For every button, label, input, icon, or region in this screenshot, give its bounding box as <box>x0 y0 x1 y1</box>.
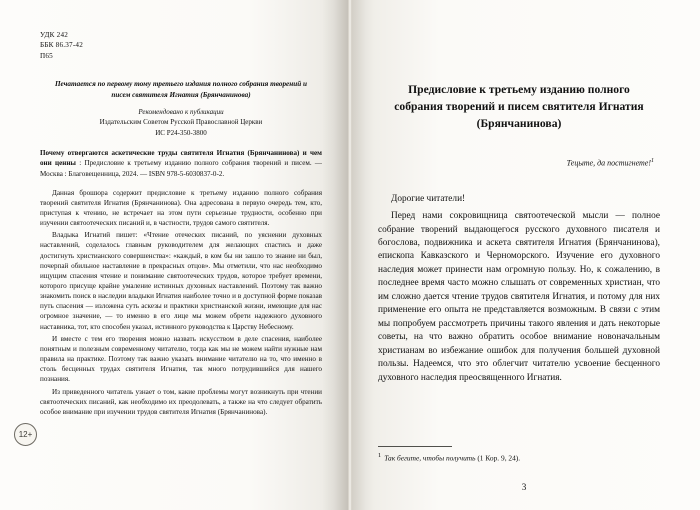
page-number: 3 <box>521 482 527 492</box>
epigraph-footnote-marker: 1 <box>651 158 654 165</box>
footnote-rule <box>378 446 452 447</box>
footnote-reference: (1 Кор. 9, 24). <box>475 453 521 463</box>
footnote-text <box>378 452 660 464</box>
library-codes <box>40 30 322 61</box>
biblio-rest: : Предисловие к третьему изданию полного собрания творений и писем. — Москва : Благовещенница, 2024. — ISBN 978-5-6030837-0-2. <box>40 159 322 178</box>
footnote-marker: 1 <box>378 452 382 460</box>
imprint-note: Печатается по первому тому третьего издания полного собрания творений и писем святителя Игнатия (Брянчанинова) <box>54 80 308 100</box>
epigraph-text: Тецыте, да постигнете! <box>566 159 651 169</box>
left-page <box>0 0 348 510</box>
left-paragraph-4: Из приведенного читатель узнает о том, какие проблемы могут возникнуть при чтении святоотеческих писаний, как необходимо их преодолевать, а также на что следует обратить особое внимание при изучении трудов святителя Игнатия (Брянчанинова). <box>40 387 322 416</box>
biblio-title: Почему отвергаются аскетические труды святителя Игнатия (Брянчанинова) и чем они ценны <box>40 149 322 168</box>
epigraph <box>378 158 654 168</box>
imprint-code: ИС Р24-350-3800 <box>155 128 207 137</box>
age-rating-badge: 12+ <box>14 423 37 446</box>
bbk-code: ББК 86.37-42 <box>40 41 83 50</box>
page-title: Предисловие к третьему изданию полного собрания творений и писем святителя Игнатия (Брянчанинова) <box>394 83 644 130</box>
imprint-block <box>50 79 312 138</box>
left-page-gutter-shadow <box>322 0 348 510</box>
footnote-italic: Так бегите, чтобы получить <box>384 453 476 463</box>
left-paragraph-3: И вместе с тем его творения можно назвать искусством в деле спасения, наиболее понятным и полезным современному читателю, тогда как мы не можем найти нужные нам правила на практике. Поэтому так важно указать внимание читателю на то, что именно в столь бесценных трудах святителя Игнатия, так много потрудившийся для нашего познания. <box>40 334 322 384</box>
salutation: Дорогие читатели! <box>391 194 466 205</box>
right-body-paragraph: Перед нами сокровищница святоотеческой мысли — полное собрание творений выдающегося русского духовного писателя и богослова, подвижника и аскета святителя Игнатия (Брянчанинова), епископа Кавказского и Черноморского. Изучение его духовного наследия может принести нам огромную пользу. Но, к сожалению, в последнее время часто можно слышать от современных христиан, что им сложно дается чтение трудов святителя Игнатия, и потому для них применение его опыта не представляется возможным. В связи с этим мы попробуем рассмотреть причины такого явления и дать некоторые советы, на что важно обратить особое внимание новоначальным христианам во избежание ошибок для получения большей духовной пользы. Надеемся, что это облегчит читателю усвоение бесценного духовного наследия преосвященного Игнатия. <box>378 211 660 383</box>
footnote-block <box>378 446 660 464</box>
left-paragraph-1: Данная брошюра содержит предисловие к третьему изданию полного собрания творений святителя Игнатия (Брянчанинова). Она адресована в первую очередь тем, кто, приступая к чтению, не встречает на этом пути серьезные трудности, особенно при изучении святоотеческих писаний и, в частности, трудов самого святителя. <box>40 188 322 228</box>
bibliographic-record <box>40 148 322 178</box>
book-gutter <box>348 0 352 510</box>
left-paragraph-2: Владыка Игнатий пишет: «Чтение отеческих писаний, по уяснении духовных наставлений, соделалось главным руководителем для желающих спастись и даже достигнуть христианского совершенства»: «каждый, в ком бы ни зашло то знание ни был, почерпай обильное наставление в прекрасных отцов». Мы отметили, что нас необходимо ищущим спасения чтение и понимание святоотеческих трудов, которое требует времени, которого присуще крайне умаление истинных духовных наставлений. Поэтому так важно знакомить поиск в наследии владыки Игнатия наиболее точно и в доступной форме показав путь спасения — изложена суть аскезы и практики христианской жизни, имеющие для нас огромное значение, — то именно в его лице мы можем обрети надежного духовного наставника, тот, кто способен указал, истинного руководства к Царству Небесному. <box>40 231 322 331</box>
udk-code: УДК 242 <box>40 31 69 39</box>
shelf-code: П65 <box>40 51 53 60</box>
right-page <box>348 0 700 510</box>
imprint-recommendation: Рекомендовано к публикации <box>138 107 224 116</box>
imprint-publisher: Издательским Советом Русской Православной Церкви <box>99 118 263 127</box>
